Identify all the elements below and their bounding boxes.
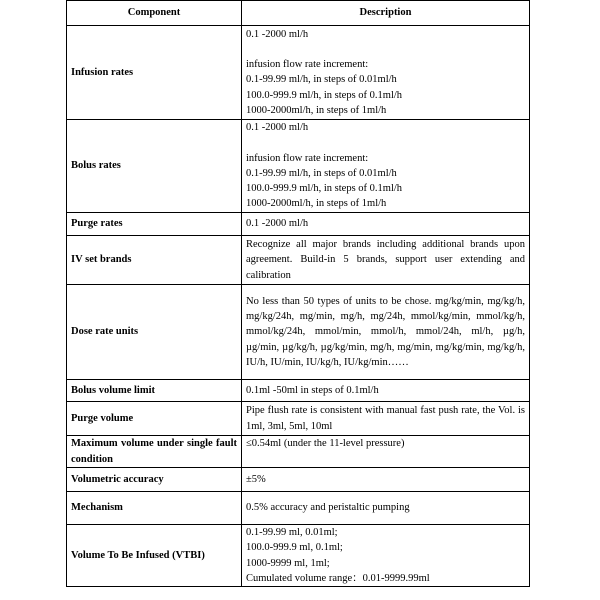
description-line: Cumulated volume range：0.01-9999.99ml (246, 572, 430, 584)
description-line: 0.1-99.99 ml/h, in steps of 0.01ml/h (246, 167, 397, 179)
component-cell: Dose rate units (67, 285, 242, 380)
table-row (67, 468, 530, 492)
description-cell: Recognize all major brands including additional brands upon agreement. Build-in 5 brands, support user extending and calibration (242, 236, 530, 285)
description-cell (242, 436, 530, 468)
blank-line (246, 136, 525, 151)
table-row (67, 402, 530, 436)
component-cell: Infusion rates (67, 26, 242, 120)
table-row (67, 236, 530, 285)
table-row (67, 380, 530, 402)
description-line: 0.1-99.99 ml/h, in steps of 0.01ml/h (246, 74, 397, 86)
description-line: 100.0-999.9 ml/h, in steps of 0.1ml/h (246, 89, 403, 101)
blank-line (246, 42, 525, 57)
description-line: infusion flow rate increment: (246, 59, 369, 71)
table-header-row (67, 1, 530, 26)
spec-table (66, 0, 530, 587)
component-cell: Volumetric accuracy (67, 468, 242, 492)
description-line: infusion flow rate increment: (246, 152, 369, 164)
description-line: 0.1ml -50ml in steps of 0.1ml/h (246, 384, 379, 396)
spec-document (66, 0, 529, 587)
table-row (67, 213, 530, 236)
description-line: 1000-2000ml/h, in steps of 1ml/h (246, 198, 387, 210)
description-cell (242, 120, 530, 213)
table-row (67, 120, 530, 213)
description-cell: Pipe flush rate is consistent with manual fast push rate, the Vol. is 1ml, 3ml, 5ml, 10ml (242, 402, 530, 436)
description-line: 1000-9999 ml, 1ml; (246, 557, 330, 569)
component-cell: Mechanism (67, 492, 242, 525)
table-row (67, 436, 530, 468)
description-line: 0.1 -2000 ml/h (246, 218, 309, 230)
description-line: ±5% (246, 473, 266, 485)
description-cell (242, 213, 530, 236)
component-cell: Maximum volume under single fault condition (67, 436, 242, 468)
component-cell: IV set brands (67, 236, 242, 285)
description-cell (242, 492, 530, 525)
description-line: 0.1-99.99 ml, 0.01ml; (246, 527, 338, 539)
description-cell (242, 380, 530, 402)
description-cell (242, 26, 530, 120)
description-line: 0.1 -2000 ml/h (246, 28, 309, 40)
description-line: 1000-2000ml/h, in steps of 1ml/h (246, 104, 387, 116)
description-line: 0.5% accuracy and peristaltic pumping (246, 502, 410, 514)
description-cell: No less than 50 types of units to be chose. mg/kg/min, mg/kg/h, mg/kg/24h, mg/min, mg/h, mg/24h, mmol/kg/min, mmol/kg/h, mmol/kg/24h, mmol/min, mmol/h, mmol/24h, ml/h, µg/h, µg/min, µg/kg/h, µg/kg/min, mg/h, mg/min, mg/kg/min, mg/kg/h, IU/h, IU/min, IU/kg/h, IU/kg/min…… (242, 285, 530, 380)
description-line: ≤0.54ml (under the 11-level pressure) (246, 438, 405, 449)
table-row (67, 285, 530, 380)
component-cell: Bolus volume limit (67, 380, 242, 402)
component-cell: Purge rates (67, 213, 242, 236)
description-line: 0.1 -2000 ml/h (246, 122, 309, 134)
description-cell (242, 525, 530, 587)
component-cell: Bolus rates (67, 120, 242, 213)
table-row (67, 492, 530, 525)
table-row (67, 525, 530, 587)
column-header-description: Description (242, 1, 530, 26)
column-header-component: Component (67, 1, 242, 26)
table-row (67, 26, 530, 120)
description-cell (242, 468, 530, 492)
component-cell: Purge volume (67, 402, 242, 436)
description-line: 100.0-999.9 ml/h, in steps of 0.1ml/h (246, 183, 403, 195)
description-line: 100.0-999.9 ml, 0.1ml; (246, 542, 343, 554)
component-cell: Volume To Be Infused (VTBI) (67, 525, 242, 587)
